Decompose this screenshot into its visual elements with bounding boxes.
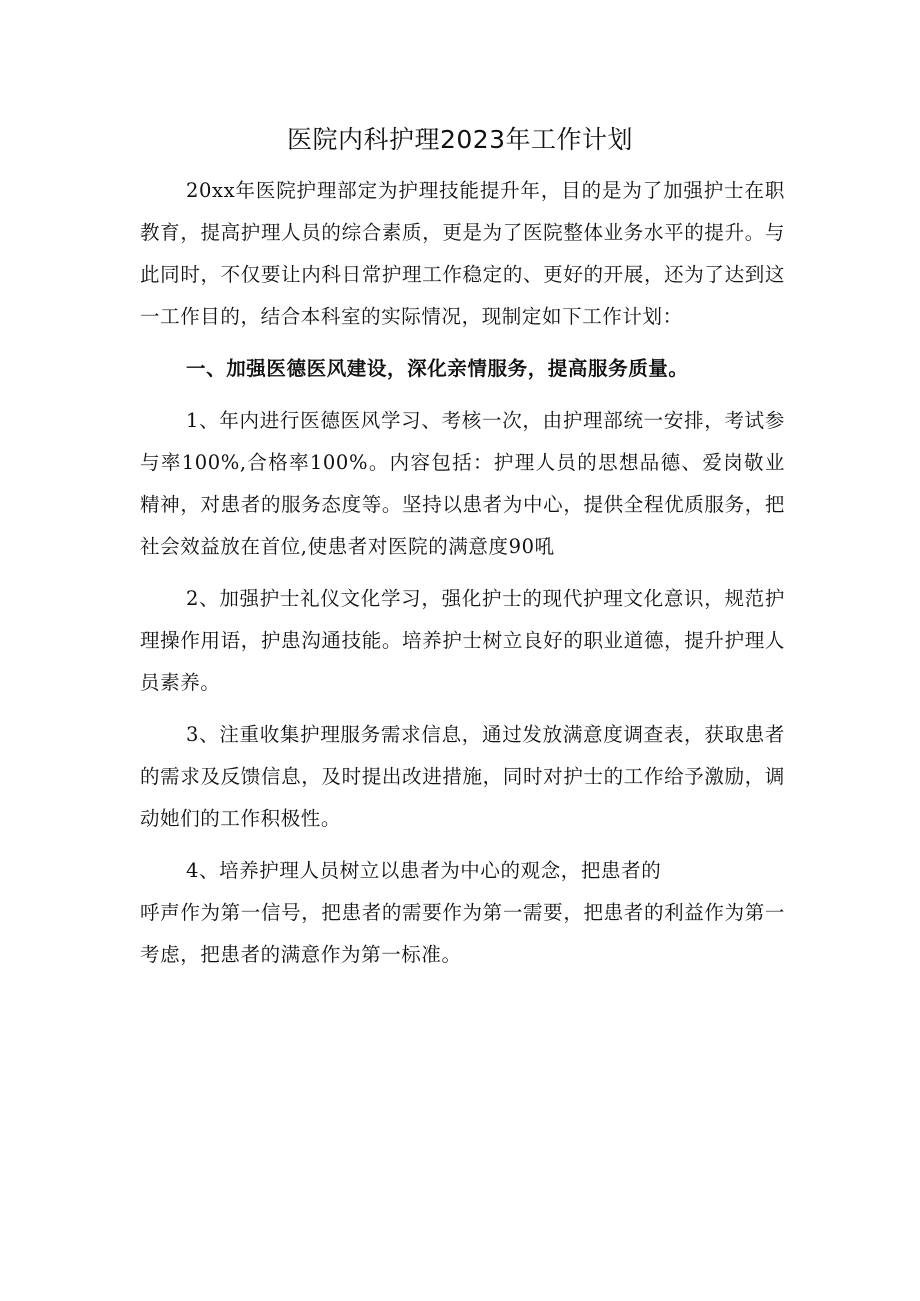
- item-4-continuation: 呼声作为第一信号，把患者的需要作为第一需要，把患者的利益作为第一考虑，把患者的满意作为第一标准。: [140, 901, 785, 966]
- item-paragraph-1: 1、年内进行医德医风学习、考核一次，由护理部统一安排，考试参与率100%,合格率100%。内容包括：护理人员的思想品德、爱岗敬业精神，对患者的服务态度等。坚持以患者为中心，提供全程优质服务，把社会效益放在首位,使患者对医院的满意度90吼: [140, 409, 785, 558]
- item-4-first-line: 4、培养护理人员树立以患者为中心的观念，把患者的: [186, 859, 662, 882]
- section-heading-1: 一、加强医德医风建设，深化亲情服务，提高服务质量。: [186, 357, 689, 380]
- document-title: 医院内科护理2023年工作计划: [286, 125, 634, 154]
- document-body: [140, 170, 785, 976]
- intro-paragraph: 20xx年医院护理部定为护理技能提升年，目的是为了加强护士在职教育，提高护理人员的综合素质，更是为了医院整体业务水平的提升。与此同时，不仅要让内科日常护理工作稳定的、更好的开展，还为了达到这一工作目的，结合本科室的实际情况，现制定如下工作计划：: [140, 179, 785, 328]
- item-paragraph-4: [140, 850, 785, 976]
- item-paragraph-2: 2、加强护士礼仪文化学习，强化护士的现代护理文化意识，规范护理操作用语，护患沟通技能。培养护士树立良好的职业道德，提升护理人员素养。: [140, 587, 785, 694]
- item-paragraph-3: 3、注重收集护理服务需求信息，通过发放满意度调查表，获取患者的需求及反馈信息，及时提出改进措施，同时对护士的工作给予激励，调动她们的工作积极性。: [140, 723, 785, 830]
